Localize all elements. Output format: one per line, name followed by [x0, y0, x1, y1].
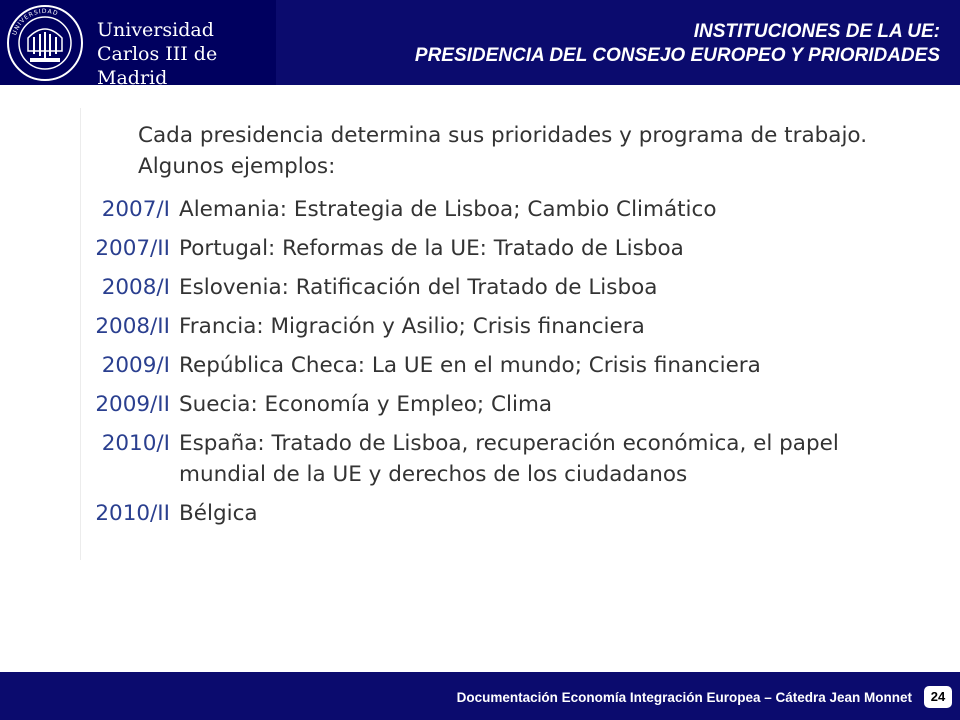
list-item — [81, 194, 871, 225]
university-name-line1: Universidad — [97, 19, 214, 41]
presidency-year: 2007/II — [95, 236, 170, 261]
presidency-priorities: Alemania: Estrategia de Lisboa; Cambio Climático — [179, 197, 717, 222]
intro-text — [138, 120, 867, 182]
presidency-year: 2007/I — [101, 197, 170, 222]
presidency-priorities: República Checa: La UE en el mundo; Crisis financiera — [179, 353, 761, 378]
university-logo — [0, 0, 276, 89]
footer-bar — [0, 672, 960, 720]
presidency-year: 2010/I — [101, 431, 170, 456]
page-number: 24 — [924, 686, 952, 708]
intro-line1: Cada presidencia determina sus prioridades y programa de trabajo. — [138, 123, 868, 148]
university-seal-icon — [6, 4, 84, 82]
header-bar — [0, 0, 960, 89]
presidency-priorities: Bélgica — [179, 501, 258, 526]
list-item — [81, 389, 871, 420]
slide-title-line2: PRESIDENCIA DEL CONSEJO EUROPEO Y PRIORIDADES — [414, 45, 940, 66]
presidency-year: 2008/II — [95, 314, 170, 339]
presidency-priorities: Francia: Migración y Asilio; Crisis financiera — [179, 314, 645, 339]
list-item — [81, 350, 871, 381]
presidency-year: 2009/II — [95, 392, 170, 417]
presidency-year: 2009/I — [101, 353, 170, 378]
presidency-priorities: Eslovenia: Ratificación del Tratado de Lisboa — [179, 275, 658, 300]
slide-content-image — [80, 108, 871, 560]
list-item — [81, 428, 871, 490]
list-item — [81, 498, 871, 529]
svg-text:UNIVERSIDAD: UNIVERSIDAD — [11, 7, 60, 37]
intro-line2: Algunos ejemplos: — [138, 154, 336, 179]
list-item — [81, 272, 871, 303]
university-name-line2: Carlos III de Madrid — [97, 43, 218, 89]
presidency-priorities: España: Tratado de Lisboa, recuperación económica, el papel mundial de la UE y derechos de los ciudadanos — [179, 431, 839, 487]
slide-title-line1: INSTITUCIONES DE LA UE: — [693, 21, 940, 42]
list-item — [81, 311, 871, 342]
university-name — [97, 18, 276, 90]
list-item — [81, 233, 871, 264]
presidency-priorities: Suecia: Economía y Empleo; Clima — [179, 392, 553, 417]
presidency-priorities: Portugal: Reformas de la UE: Tratado de Lisboa — [179, 236, 684, 261]
footer-text: Documentación Economía Integración Europea – Cátedra Jean Monnet — [456, 690, 912, 705]
presidency-list — [81, 194, 871, 537]
presidency-year: 2010/II — [95, 501, 170, 526]
slide-title — [415, 20, 940, 68]
presidency-year: 2008/I — [101, 275, 170, 300]
